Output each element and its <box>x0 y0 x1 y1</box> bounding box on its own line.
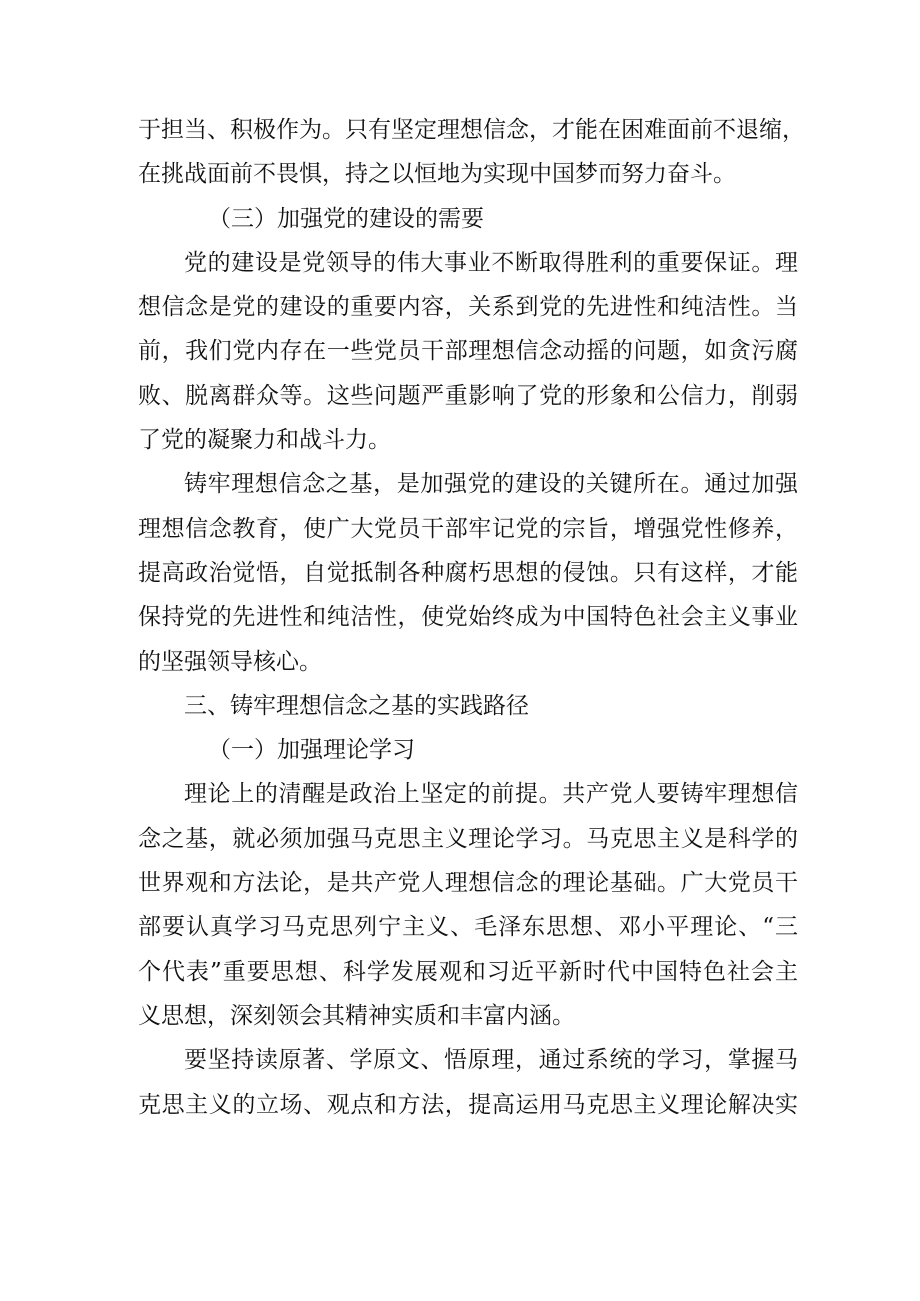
text-line: 要坚持读原著、学原文、悟原理，通过系统的学习，掌握马 <box>184 1047 798 1074</box>
text-line: 克思主义的立场、观点和方法，提高运用马克思主义理论解决实 <box>138 1091 798 1118</box>
text-line: 在挑战面前不畏惧，持之以恒地为实现中国梦而努力奋斗。 <box>138 161 736 188</box>
text-line: 部要认真学习马克思列宁主义、毛泽东思想、邓小平理论、“三 <box>138 914 798 941</box>
text-line: 理想信念教育，使广大党员干部牢记党的宗旨，增强党性修养， <box>138 515 798 542</box>
text-line: 想信念是党的建设的重要内容，关系到党的先进性和纯洁性。当 <box>138 294 798 321</box>
text-line: 前，我们党内存在一些党员干部理想信念动摇的问题，如贪污腐 <box>138 338 798 365</box>
text-line: 理论上的清醒是政治上坚定的前提。共产党人要铸牢理想信 <box>184 781 798 808</box>
text-line: 提高政治觉悟，自觉抵制各种腐朽思想的侵蚀。只有这样，才能 <box>138 559 798 586</box>
text-line: 世界观和方法论，是共产党人理想信念的理论基础。广大党员干 <box>138 870 798 897</box>
text-line: 的坚强领导核心。 <box>138 648 322 675</box>
text-line: 败、脱离群众等。这些问题严重影响了党的形象和公信力，削弱 <box>138 382 798 409</box>
document-page <box>138 108 805 1127</box>
text-line: 保持党的先进性和纯洁性，使党始终成为中国特色社会主义事业 <box>138 604 798 631</box>
subsection-heading: （三）加强党的建设的需要 <box>208 205 484 232</box>
text-line: 铸牢理想信念之基，是加强党的建设的关键所在。通过加强 <box>184 471 798 498</box>
text-line: 义思想，深刻领会其精神实质和丰富内涵。 <box>138 1002 575 1029</box>
text-line: 了党的凝聚力和战斗力。 <box>138 427 391 454</box>
text-line: 念之基，就必须加强马克思主义理论学习。马克思主义是科学的 <box>138 825 798 852</box>
text-line: 党的建设是党领导的伟大事业不断取得胜利的重要保证。理 <box>184 249 798 276</box>
text-line: 个代表”重要思想、科学发展观和习近平新时代中国特色社会主 <box>138 958 798 985</box>
section-heading: 三、铸牢理想信念之基的实践路径 <box>184 692 529 719</box>
text-line: 于担当、积极作为。只有坚定理想信念，才能在困难面前不退缩， <box>138 117 805 143</box>
subsection-heading: （一）加强理论学习 <box>208 737 415 764</box>
